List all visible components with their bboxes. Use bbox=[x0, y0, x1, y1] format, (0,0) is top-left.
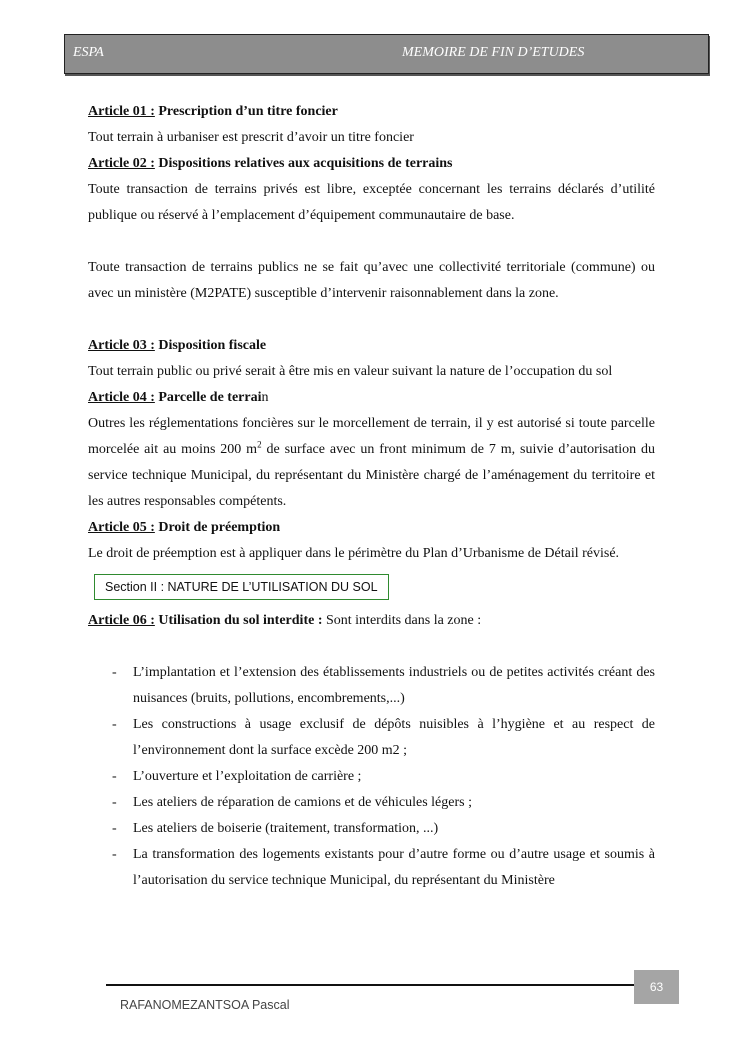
article-04-text: Outres les réglementations foncières sur le morcellement de terrain, il y est autorisé si toute parcelle morcelée ait au moins 200 $m^2$ de surface avec un front minimum de 7 m, suivie d’autorisation du service technique Municipal, du représentant du Ministère chargé de l’aménagement du territoire et les autres responsables compétents. bbox=[88, 416, 655, 509]
page-body bbox=[88, 99, 655, 894]
article-03-text: Tout terrain public ou privé serait à être mis en valeur suivant la nature de l’occupation du sol bbox=[88, 364, 613, 379]
list-item: - La transformation des logements existants pour d’autre forme ou d’autre usage et soumis à l’autorisation du service technique Municipal, du représentant du Ministère bbox=[112, 847, 655, 888]
article-02-text-2: Toute transaction de terrains publics ne se fait qu’avec une collectivité territoriale (commune) ou avec un ministère (M2PATE) susceptible d’intervenir raisonnablement dans la zone. bbox=[88, 260, 655, 301]
header-school: ESPA bbox=[73, 45, 104, 60]
header-title: MEMOIRE DE FIN D’ETUDES bbox=[402, 45, 585, 60]
article-05-heading: Article 05 : Droit de préemption bbox=[88, 520, 281, 535]
article-01-text: Tout terrain à urbaniser est prescrit d’avoir un titre foncier bbox=[88, 130, 414, 145]
list-item: - Les ateliers de réparation de camions et de véhicules légers ; bbox=[112, 795, 472, 810]
page-number: 63 bbox=[634, 970, 679, 1004]
article-04-heading: Article 04 : Parcelle de terrain bbox=[88, 390, 269, 405]
article-05-text: Le droit de préemption est à appliquer dans le périmètre du Plan d’Urbanisme de Détail révisé. bbox=[88, 546, 620, 561]
page-header bbox=[64, 34, 709, 74]
article-03-heading: Article 03 : Disposition fiscale bbox=[88, 338, 267, 353]
list-item: - Les ateliers de boiserie (traitement, transformation, ...) bbox=[112, 821, 439, 836]
article-02-text-1: Toute transaction de terrains privés est libre, exceptée concernant les terrains déclarés d’utilité publique ou réservé à l’emplacement d’équipement communautaire de base. bbox=[88, 182, 655, 223]
list-item: - L’ouverture et l’exploitation de carrière ; bbox=[112, 769, 362, 784]
prohibited-uses-list bbox=[88, 660, 655, 894]
article-06-heading: Article 06 : Utilisation du sol interdite : Sont interdits dans la zone : bbox=[88, 613, 482, 628]
article-01-heading: Article 01 : Prescription d’un titre foncier bbox=[88, 104, 338, 119]
section-heading-box: Section II : NATURE DE L’UTILISATION DU SOL bbox=[94, 574, 389, 600]
list-item: - L’implantation et l’extension des établissements industriels ou de petites activités créant des nuisances (bruits, pollutions, encombrements,...) bbox=[112, 665, 655, 706]
list-item: - Les constructions à usage exclusif de dépôts nuisibles à l’hygiène et au respect de l’environnement dont la surface excède 200 m2 ; bbox=[112, 717, 655, 758]
footer-rule bbox=[106, 984, 634, 986]
footer-author: RAFANOMEZANTSOA Pascal bbox=[120, 998, 290, 1012]
article-02-heading: Article 02 : Dispositions relatives aux acquisitions de terrains bbox=[88, 156, 453, 171]
